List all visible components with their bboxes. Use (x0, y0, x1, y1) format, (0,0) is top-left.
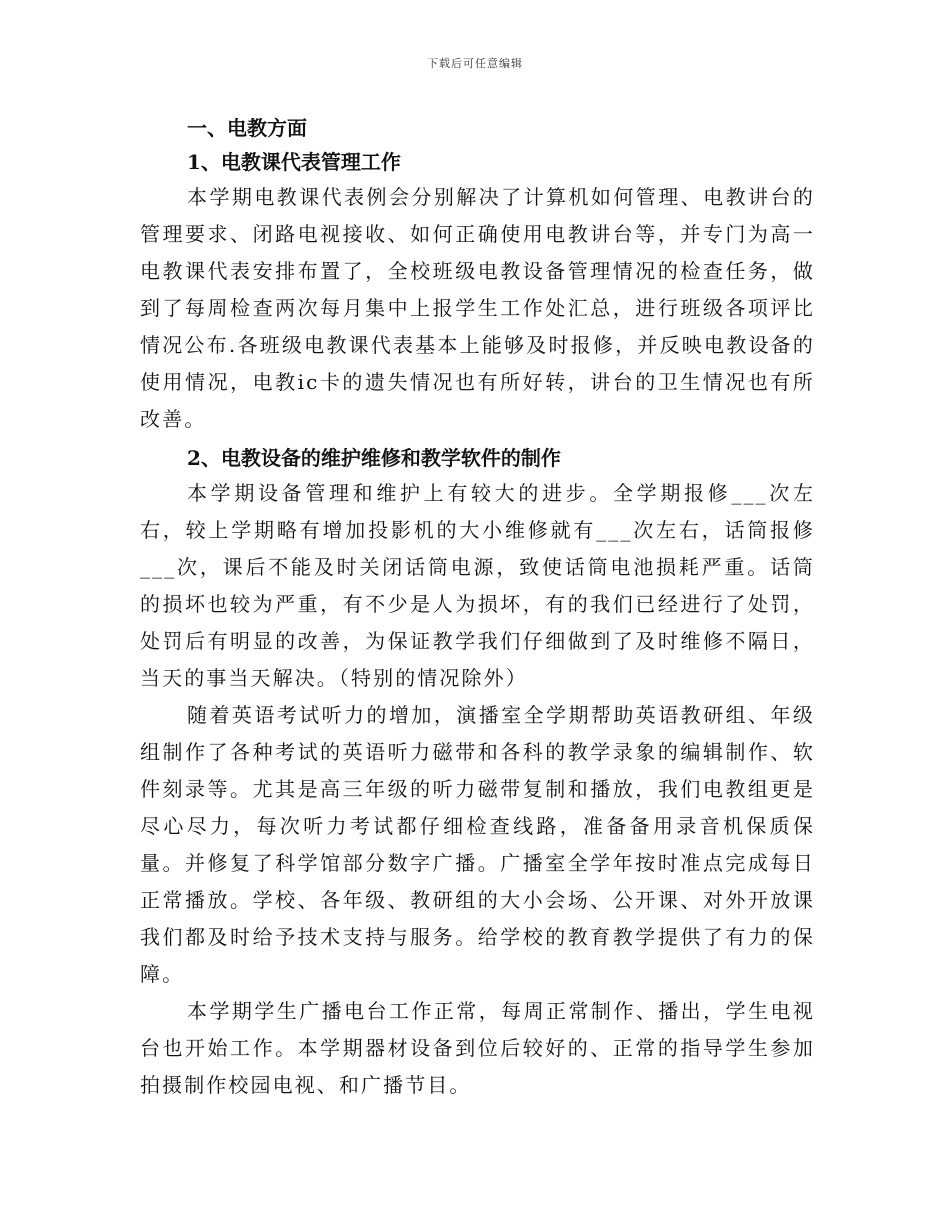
paragraph-2: 本学期设备管理和维护上有较大的进步。全学期报修___次左右，较上学期略有增加投影机的大小维修就有___次左右，话筒报修___次，课后不能及时关闭话筒电源，致使话筒电池损耗严重。话筒的损坏也较为严重，有不少是人为损坏，有的我们已经进行了处罚，处罚后有明显的改善，为保证教学我们仔细做到了及时维修不隔日，当天的事当天解决。（特别的情况除外） (140, 481, 815, 690)
section-title: 一、电教方面 (187, 116, 307, 140)
subsection-heading-1: 1、电教课代表管理工作 (187, 150, 401, 174)
subsection-heading-2: 2、电教设备的维护维修和教学软件的制作 (187, 446, 561, 470)
paragraph-1: 本学期电教课代表例会分别解决了计算机如何管理、电教讲台的管理要求、闭路电视接收、如何正确使用电教讲台等，并专门为高一电教课代表安排布置了，全校班级电教设备管理情况的检查任务，做到了每周检查两次每月集中上报学生工作处汇总，进行班级各项评比情况公布.各班级电教课代表基本上能够及时报修，并反映电教设备的使用情况，电教ic卡的遗失情况也有所好转，讲台的卫生情况也有所改善。 (140, 185, 815, 431)
paragraph-3: 随着英语考试听力的增加，演播室全学期帮助英语教研组、年级组制作了各种考试的英语听力磁带和各科的教学录象的编辑制作、软件刻录等。尤其是高三年级的听力磁带复制和播放，我们电教组更是尽心尽力，每次听力考试都仔细检查线路，准备备用录音机保质保量。并修复了科学馆部分数字广播。广播室全学年按时准点完成每日正常播放。学校、各年级、教研组的大小会场、公开课、对外开放课我们都及时给予技术支持与服务。给学校的教育教学提供了有力的保障。 (140, 703, 815, 986)
header-note: 下载后可任意编辑 (427, 57, 523, 70)
document-body (140, 111, 815, 1104)
paragraph-4: 本学期学生广播电台工作正常，每周正常制作、播出，学生电视台也开始工作。本学期器材设备到位后较好的、正常的指导学生参加拍摄制作校园电视、和广播节目。 (140, 999, 815, 1097)
